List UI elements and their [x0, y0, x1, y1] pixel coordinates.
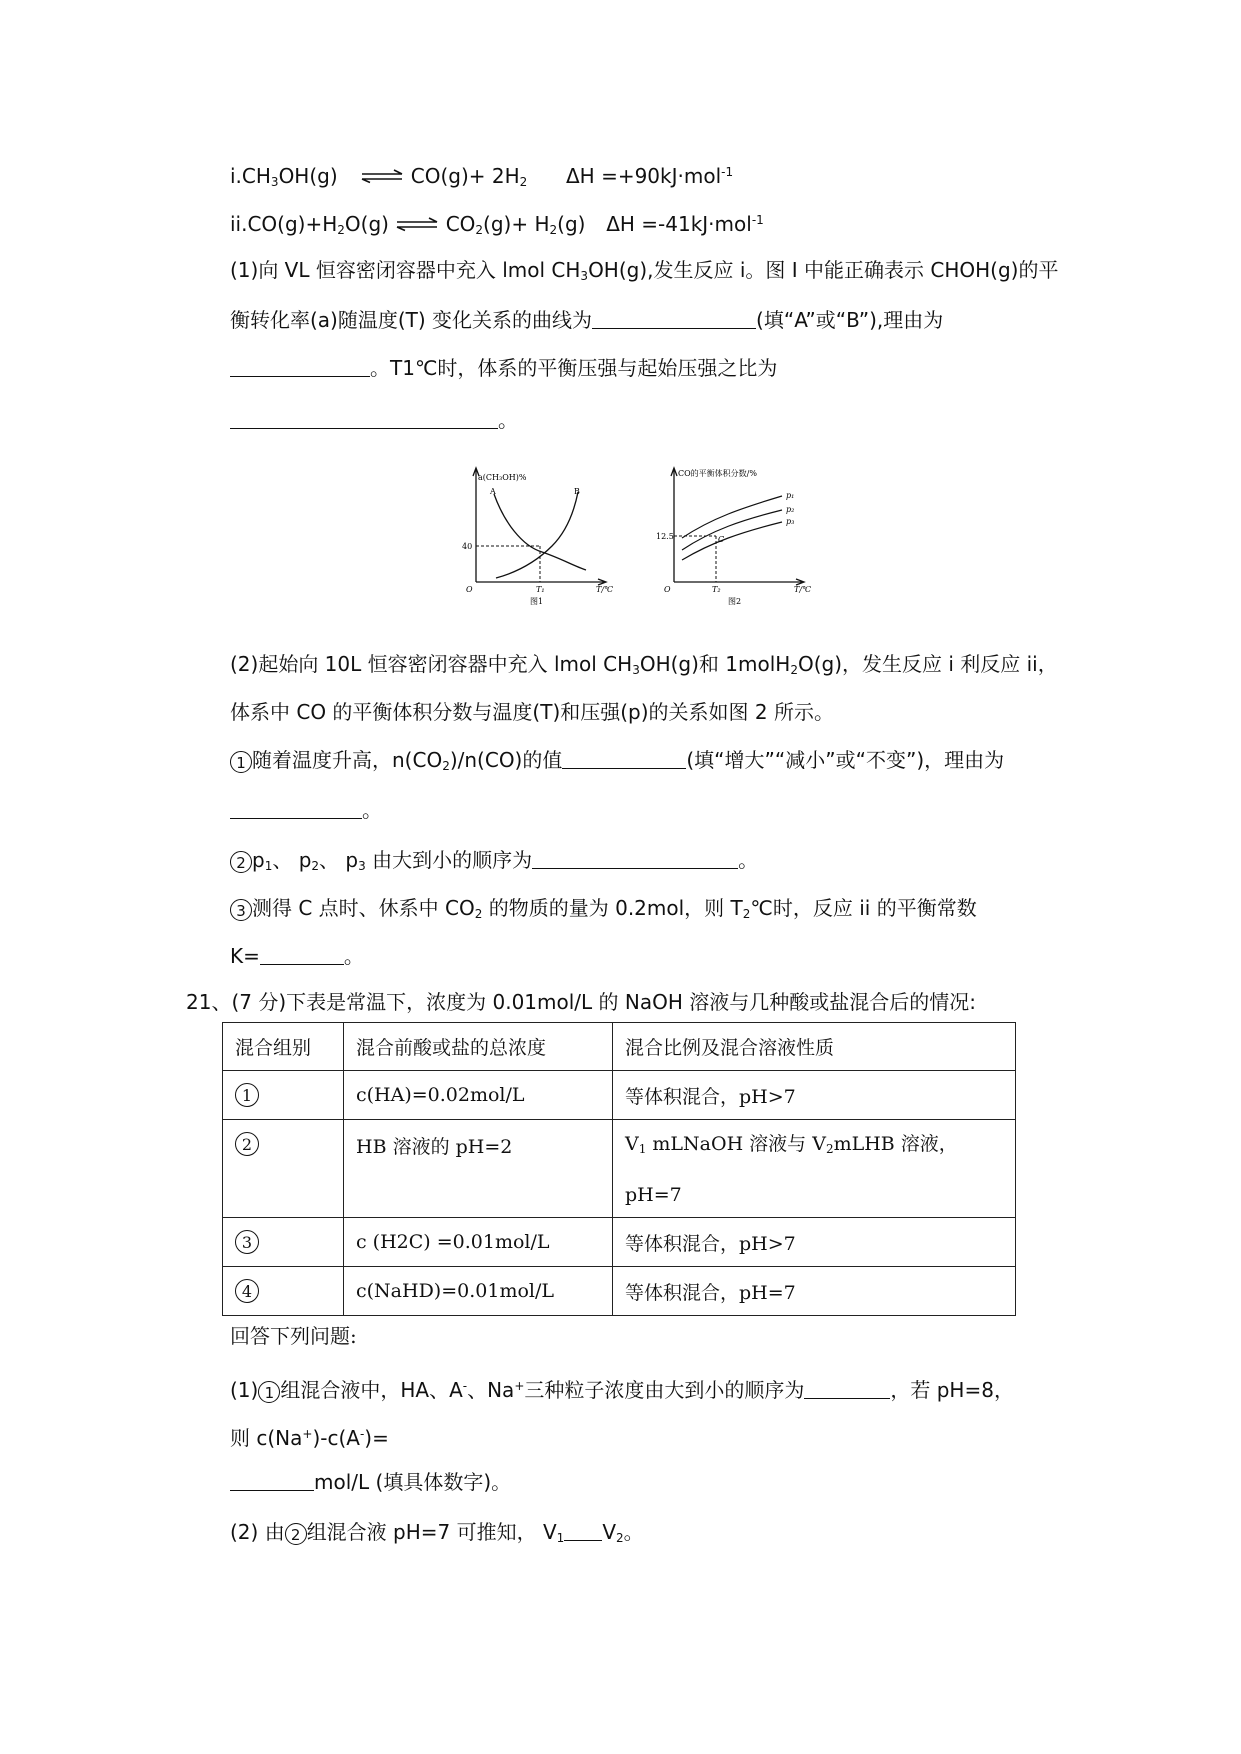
fig1-caption: 图1 — [530, 597, 544, 606]
circled-number-2: 2 — [285, 1523, 307, 1545]
q21-header: 21、(7 分)下表是常温下，浓度为 0.01mol/L 的 NaOH 溶液与几种酸或盐混合后的情况: — [186, 990, 976, 1014]
table-cell: c(HA)=0.02mol/L — [344, 1071, 613, 1120]
q2-sub2: 2 $p_1$、 $p_2$、 $p_3$ 由大到小的顺序为 。 — [230, 846, 758, 880]
circled-number-4: 4 — [235, 1279, 259, 1303]
q2-line2: 体系中 CO 的平衡体积分数与温度(T)和压强(p)的关系如图 2 所示。 — [230, 700, 834, 724]
table-cell: HB 溶液的 pH=2 — [344, 1120, 613, 1218]
table-cell: $V_1$ mLNaOH 溶液与 $V_2mLHB$ 溶液， pH=7 — [613, 1120, 1016, 1218]
circled-number-1: 1 — [235, 1083, 259, 1107]
fig1-y-tick: 40 — [462, 542, 473, 551]
table-cell: c (H2C) =0.01mol/L — [344, 1218, 613, 1267]
circled-number-3: 3 — [230, 899, 252, 921]
fig1-curve-a-label: A — [490, 487, 496, 496]
fig2-p1-label: p₁ — [786, 491, 795, 500]
table-row — [223, 1071, 1016, 1120]
fig2-point-c: C — [718, 535, 725, 544]
answer-intro: 回答下列问题: — [230, 1324, 357, 1348]
q21-a1: (1) 1 组混合液中，HA、A-、Na+三种粒子浓度由大到小的顺序为 ，若 pH=8， — [230, 1378, 1014, 1402]
fig1-curve-b-label: B — [574, 487, 580, 496]
circled-number-1: 1 — [230, 751, 252, 773]
answer-blank[interactable] — [592, 308, 756, 329]
answer-blank[interactable] — [564, 1520, 602, 1541]
q1-line3: 。T1℃时，体系的平衡压强与起始压强之比为 — [230, 354, 777, 382]
q2-sub3-k: K= 。 — [230, 944, 364, 968]
fig2-y-tick: 12.5 — [656, 532, 674, 541]
q21-a1-line2: 则 c(Na+)-c(A-)= — [230, 1426, 389, 1450]
q2-sub1: 1 随着温度升高，$n(CO_2)/n(CO)$的值 (填“增大”“减小”或“不变”)，理由为 — [230, 746, 1004, 780]
table-cell: 等体积混合，pH=7 — [613, 1267, 1016, 1316]
fig1-ylabel: a(CH₃OH)% — [478, 473, 527, 482]
circled-number-1: 1 — [258, 1381, 280, 1403]
equilibrium-arrow-icon — [360, 169, 404, 183]
curve-b — [496, 492, 578, 578]
answer-blank[interactable] — [804, 1378, 890, 1399]
table-header: 混合比例及混合溶液性质 — [613, 1023, 1016, 1071]
q1-line1: (1)向 VL 恒容密闭容器中充入 lmol $CH_3OH(g)$,发生反应 i。图 I 中能正确表示 CHOH(g)的平 — [230, 258, 1059, 283]
q21-a2: (2) 由 2 组混合液 pH=7 可推知， $V_1$ $V_2$。 — [230, 1520, 644, 1545]
answer-blank[interactable] — [230, 1470, 314, 1491]
q1-line2: 衡转化率(a)随温度(T) 变化关系的曲线为 (填“A”或“B”),理由为 — [230, 308, 944, 332]
table-cell: c(NaHD)=0.01mol/L — [344, 1267, 613, 1316]
answer-blank[interactable] — [230, 798, 362, 819]
table-row — [223, 1267, 1016, 1316]
answer-blank[interactable] — [260, 944, 344, 965]
table-cell: 等体积混合，pH>7 — [613, 1071, 1016, 1120]
fig2-x-tick: T₂ — [712, 585, 721, 594]
fig2-origin: O — [664, 585, 671, 594]
fig2-p2-label: p₂ — [786, 505, 795, 514]
q2-sub3: 3 测得 C 点时、休系中 $CO_2$ 的物质的量为 0.2mol，则 $T_2℃$时，反应 ii 的平衡常数 — [230, 894, 977, 928]
q2-sub1-cont: 。 — [230, 796, 382, 824]
equilibrium-arrow-icon — [395, 217, 439, 231]
table-header-row — [223, 1023, 1016, 1071]
circled-number-2: 2 — [230, 851, 252, 873]
circled-number-2: 2 — [235, 1132, 259, 1156]
circled-number-3: 3 — [235, 1230, 259, 1254]
q1-line4: 。 — [230, 406, 518, 434]
answer-blank[interactable] — [532, 848, 738, 869]
reaction-i: $i.CH_3OH(g)$ $CO(g)+ 2H_2$ ΔH =+90kJ·mol$^{-1}$ — [230, 164, 734, 189]
fig2-xlabel: T/℃ — [794, 585, 811, 594]
fig2-p3-label: p₃ — [786, 517, 795, 526]
reaction-ii: $ii.CO(g)+H_2O(g)$ $CO_2(g)+ H_2(g)$ ΔH =-41kJ·mol$^{-1}$ — [230, 212, 764, 237]
table-row — [223, 1218, 1016, 1267]
fig1-x-tick: T₁ — [536, 585, 545, 594]
fig1-origin: O — [466, 585, 473, 594]
table-header: 混合前酸或盐的总浓度 — [344, 1023, 613, 1071]
figure-1 — [462, 462, 622, 612]
q21-a1-line3: mol/L (填具体数字)。 — [230, 1468, 511, 1496]
mixing-table — [222, 1022, 1016, 1316]
fig1-xlabel: T/℃ — [596, 585, 613, 594]
curve-p2 — [682, 510, 782, 550]
table-cell: 等体积混合，pH>7 — [613, 1218, 1016, 1267]
answer-blank[interactable] — [230, 408, 498, 429]
table-row — [223, 1120, 1016, 1218]
figure-2 — [656, 462, 820, 612]
q2-line1: (2)起始向 10L 恒容密闭容器中充入 lmol $CH_3OH(g)$和 1molH$_2$O(g)，发生反应 i 利反应 ii， — [230, 652, 1058, 677]
fig2-ylabel: CO的平衡体积分数/% — [678, 469, 757, 478]
answer-blank[interactable] — [230, 356, 370, 377]
table-header: 混合组别 — [223, 1023, 344, 1071]
answer-blank[interactable] — [562, 748, 686, 769]
curve-p1 — [682, 496, 782, 538]
fig2-caption: 图2 — [728, 597, 742, 606]
